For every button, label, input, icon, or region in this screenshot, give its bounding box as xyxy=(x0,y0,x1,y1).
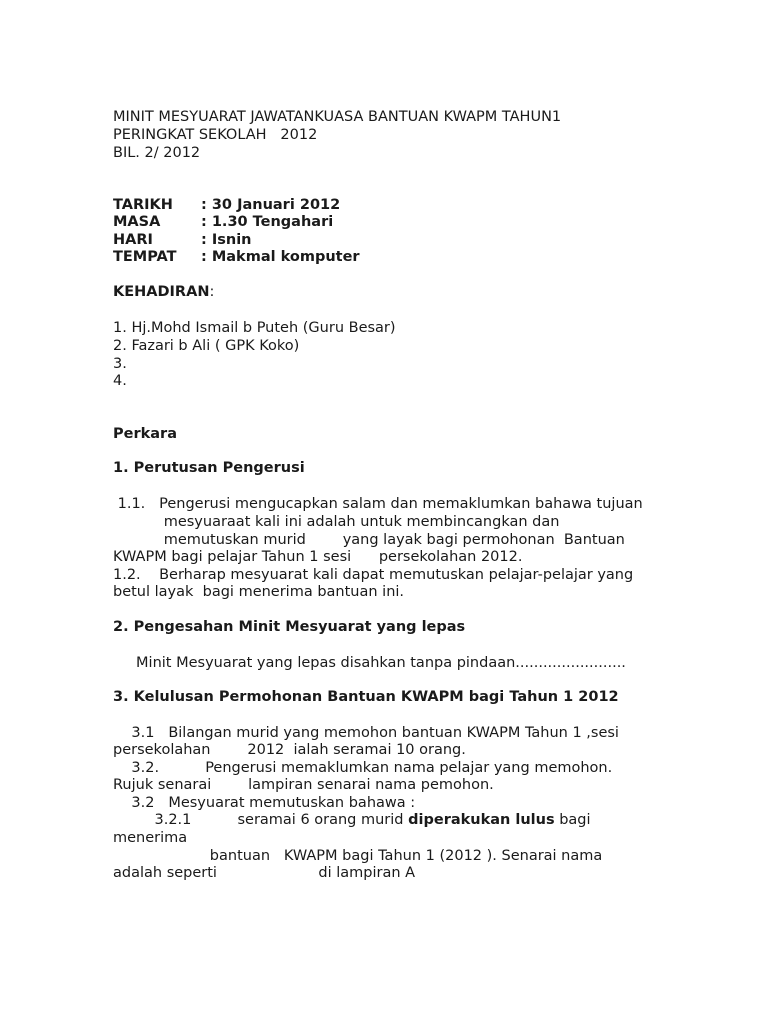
tempat-label: TEMPAT xyxy=(113,249,177,265)
section-1-text: KWAPM bagi pelajar Tahun 1 sesi persekolahan 2012. xyxy=(113,549,523,565)
section-3-text: 3.1 Bilangan murid yang memohon bantuan KWAPM Tahun 1 ,sesi xyxy=(113,725,619,741)
attendee-item: 3. xyxy=(113,356,127,372)
section-3-text: 3.2 Mesyuarat memutuskan bahawa : xyxy=(113,795,416,811)
section-3-text: 3.2.1 seramai 6 orang murid xyxy=(113,812,409,828)
section-3-text: adalah seperti di lampiran A xyxy=(113,865,416,881)
section-1-text: mesyuaraat kali ini adalah untuk membincangkan dan xyxy=(113,514,560,530)
section-3-text-mixed xyxy=(113,811,591,829)
kehadiran-heading-line xyxy=(113,283,214,301)
attendee-item: 1. Hj.Mohd Ismail b Puteh (Guru Besar) xyxy=(113,320,396,336)
section-3-text: 3.2. Pengerusi memaklumkan nama pelajar yang memohon. xyxy=(113,760,613,776)
section-1-text: betul layak bagi menerima bantuan ini. xyxy=(113,584,405,600)
tarikh-value: : 30 Januari 2012 xyxy=(201,197,341,213)
section-3-text: menerima xyxy=(113,830,188,846)
title-line-1: MINIT MESYUARAT JAWATANKUASA BANTUAN KWAPM TAHUN1 xyxy=(113,109,562,125)
section-2-text: Minit Mesyuarat yang lepas disahkan tanpa pindaan........................ xyxy=(113,655,626,671)
title-line-2: PERINGKAT SEKOLAH 2012 xyxy=(113,127,318,143)
tarikh-label: TARIKH xyxy=(113,197,173,213)
hari-label: HARI xyxy=(113,232,153,248)
masa-value: : 1.30 Tengahari xyxy=(201,214,334,230)
section-2-heading: 2. Pengesahan Minit Mesyuarat yang lepas xyxy=(113,619,466,635)
perkara-heading: Perkara xyxy=(113,426,177,442)
kehadiran-colon: : xyxy=(209,284,215,300)
section-3-text: bagi xyxy=(554,812,591,828)
section-1-heading: 1. Perutusan Pengerusi xyxy=(113,460,305,476)
section-3-heading: 3. Kelulusan Permohonan Bantuan KWAPM bagi Tahun 1 2012 xyxy=(113,689,619,705)
attendee-item: 4. xyxy=(113,373,127,389)
section-1-text: 1.2. Berharap mesyuarat kali dapat memutuskan pelajar-pelajar yang xyxy=(113,567,634,583)
section-3-text: Rujuk senarai lampiran senarai nama pemohon. xyxy=(113,777,494,793)
section-3-emphasis: diperakukan lulus xyxy=(408,812,555,828)
attendee-item: 2. Fazari b Ali ( GPK Koko) xyxy=(113,338,300,354)
tempat-value: : Makmal komputer xyxy=(201,249,360,265)
title-line-3: BIL. 2/ 2012 xyxy=(113,145,201,161)
hari-value: : Isnin xyxy=(201,232,252,248)
section-3-text: persekolahan 2012 ialah seramai 10 orang. xyxy=(113,742,466,758)
section-1-text: memutuskan murid yang layak bagi permohonan Bantuan xyxy=(113,532,625,548)
section-3-text: bantuan KWAPM bagi Tahun 1 (2012 ). Senarai nama xyxy=(113,848,603,864)
masa-label: MASA xyxy=(113,214,161,230)
kehadiran-heading: KEHADIRAN xyxy=(113,284,210,300)
section-1-text: 1.1. Pengerusi mengucapkan salam dan memaklumkan bahawa tujuan xyxy=(113,496,643,512)
